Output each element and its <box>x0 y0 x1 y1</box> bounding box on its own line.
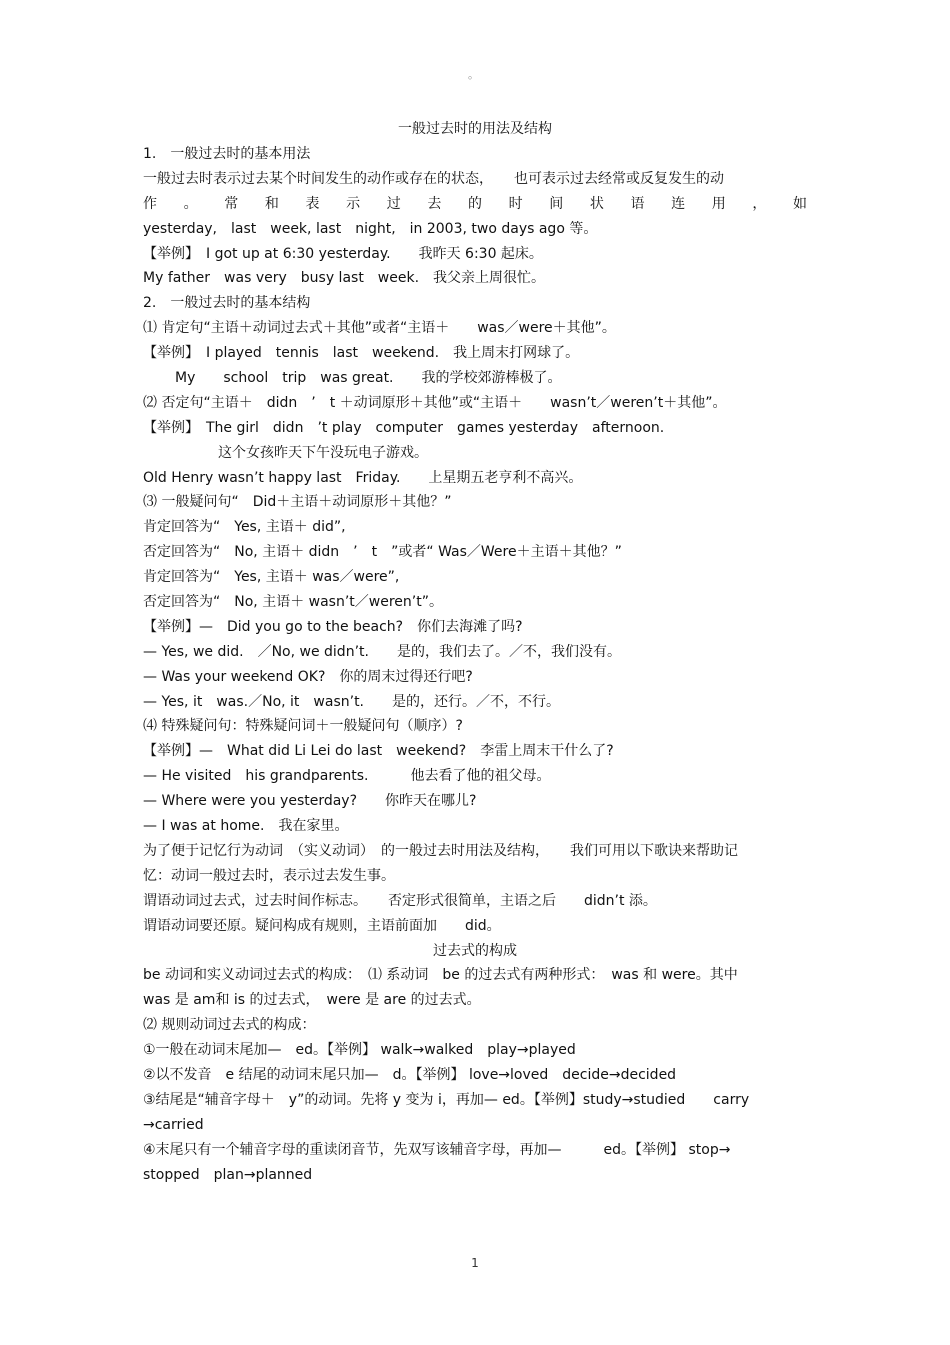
word: ， <box>752 195 767 212</box>
document-title: 一般过去时的用法及结构 <box>398 121 552 137</box>
word: 去 <box>427 195 442 212</box>
justified-line <box>143 192 807 217</box>
paragraph-line: 为了便于记忆行为动词 （实义动词） 的一般过去时用法及结构， 我们可用以下歌诀来帮助记 <box>143 842 738 859</box>
example-line: 【举例】 I got up at 6:30 yesterday. 我昨天 6:30 起床。 <box>143 245 543 262</box>
header-mark: 。 <box>468 68 479 81</box>
word: 作 <box>143 195 157 212</box>
paragraph-line: ⑵ 否定句“主语＋ didn ’ t ＋动词原形＋其他”或“主语＋ wasn’t／weren’t＋其他”。 <box>143 394 727 411</box>
word: 。 <box>183 195 198 212</box>
example-line: Old Henry wasn’t happy last Friday. 上星期五老亨利不高兴。 <box>143 469 583 486</box>
word: 的 <box>468 195 482 212</box>
rule-line: ④末尾只有一个辅音字母的重读闭音节，先双写该辅音字母，再加— ed。【举例】 stop→ <box>143 1141 731 1158</box>
paragraph-line: 否定回答为“ No, 主语＋ wasn’t／weren’t”。 <box>143 594 443 611</box>
paragraph-line: was 是 am和 is 的过去式， were 是 are 的过去式。 <box>143 992 481 1009</box>
word: 间 <box>549 195 564 212</box>
example-line: 【举例】— Did you go to the beach? 你们去海滩了吗? <box>143 618 523 635</box>
word: 如 <box>793 195 807 212</box>
paragraph-line: 谓语动词要还原。疑问构成有规则，主语前面加 did。 <box>143 917 501 934</box>
page-number: 1 <box>471 1256 479 1270</box>
paragraph-line: ⑴ 肯定句“主语＋动词过去式＋其他”或者“主语＋ was／were＋其他”。 <box>143 320 616 337</box>
rule-line: ③结尾是“辅音字母＋ y”的动词。先将 y 变为 i，再加— ed。【举例】study→studied carry <box>143 1091 750 1108</box>
word: 常 <box>224 195 239 212</box>
example-line: My father was very busy last week. 我父亲上周很忙。 <box>143 270 546 287</box>
example-line: — Where were you yesterday? 你昨天在哪儿? <box>143 793 477 810</box>
example-line: 【举例】— What did Li Lei do last weekend? 李雷上周末干什么了? <box>143 743 614 760</box>
word: 过 <box>386 195 401 212</box>
example-line: My school trip was great. 我的学校郊游棒极了。 <box>175 370 562 387</box>
word: 连 <box>671 195 686 212</box>
section-heading: 2. 一般过去时的基本结构 <box>143 295 311 312</box>
paragraph-line: 1. 一般过去时的基本用法 <box>143 146 311 162</box>
paragraph-line: 肯定回答为“ Yes, 主语＋ did”, <box>143 519 346 536</box>
paragraph-line: ⑷ 特殊疑问句：特殊疑问词＋一般疑问句（顺序）? <box>143 718 463 735</box>
rule-line: ①一般在动词末尾加— ed。【举例】 walk→walked play→played <box>143 1042 576 1059</box>
word: 语 <box>630 195 645 212</box>
example-line: 【举例】 I played tennis last weekend. 我上周末打网球了。 <box>143 345 580 362</box>
example-line: — Yes, it was.／No, it wasn’t. 是的，还行。／不，不行。 <box>143 693 561 710</box>
word: 时 <box>508 195 523 212</box>
word: 和 <box>264 195 279 212</box>
paragraph-line: ⑶ 一般疑问句“ Did＋主语＋动词原形＋其他？” <box>143 494 452 511</box>
paragraph-line: 肯定回答为“ Yes, 主语＋ was／were”, <box>143 569 400 586</box>
example-line: — I was at home. 我在家里。 <box>143 818 349 835</box>
rule-line: →carried <box>143 1116 204 1133</box>
paragraph-line: yesterday, last week, last night, in 2003, two days ago 等。 <box>143 220 598 237</box>
section-subtitle: 过去式的构成 <box>433 942 517 959</box>
word: 表 <box>305 195 320 212</box>
example-line: — Yes, we did. ／No, we didn’t. 是的，我们去了。／不，我们没有。 <box>143 643 621 660</box>
rule-line: ②以不发音 e 结尾的动词末尾只加— d。【举例】 love→loved decide→decided <box>143 1066 677 1083</box>
example-line: — He visited his grandparents. 他去看了他的祖父母。 <box>143 768 551 785</box>
word: 状 <box>589 195 604 212</box>
example-line: — Was your weekend OK? 你的周末过得还行吧? <box>143 668 473 685</box>
example-line: 【举例】 The girl didn ’t play computer games yesterday afternoon. <box>143 419 665 436</box>
word: 示 <box>346 195 361 212</box>
paragraph-line: 谓语动词过去式，过去时间作标志。 否定形式很简单，主语之后 didn’t 添。 <box>143 892 657 909</box>
rule-line: stopped plan→planned <box>143 1166 313 1183</box>
example-line: 这个女孩昨天下午没玩电子游戏。 <box>218 444 428 461</box>
word: 用 <box>711 195 726 212</box>
paragraph-line: ⑵ 规则动词过去式的构成： <box>143 1017 316 1034</box>
paragraph-line: 一般过去时表示过去某个时间发生的动作或存在的状态， 也可表示过去经常或反复发生的动 <box>143 170 724 187</box>
paragraph-line: be 动词和实义动词过去式的构成： ⑴ 系动词 be 的过去式有两种形式： was 和 were。其中 <box>143 967 738 984</box>
paragraph-line: 忆：动词一般过去时，表示过去发生事。 <box>143 867 395 884</box>
document-body <box>143 142 807 1187</box>
paragraph-line: 否定回答为“ No, 主语＋ didn ’ t ”或者“ Was／Were＋主语＋其他？” <box>143 544 622 561</box>
